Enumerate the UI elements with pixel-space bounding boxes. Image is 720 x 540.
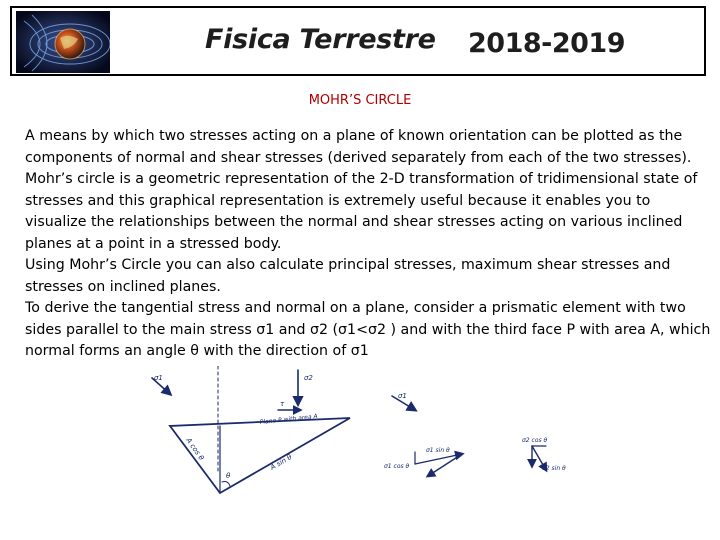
label-asin: A sin θ xyxy=(269,453,294,472)
label-plane: Plane P with area A xyxy=(259,412,318,426)
paragraph-definition: A means by which two stresses acting on a plane of known orientation can be plotted as the components of normal and shear stresses (derived separately from each of the two stresses). Mohr’s circle is a geometric representation of the 2-D transformation of tridimensional state of stresses and this graphical representation is extremely useful because it enables you to visualize the relationships between the normal and shear stresses acting on various inclined planes at a point in a stressed body. xyxy=(25,128,698,252)
earth-magnetosphere-image xyxy=(16,11,110,73)
paragraph-uses: Using Mohr’s Circle you can also calculate principal stresses, maximum shear stresses and stresses on inclined planes. xyxy=(25,257,671,295)
section-title: MOHR’S CIRCLE xyxy=(308,93,412,108)
label-sigma1-left: σ1 xyxy=(154,374,163,382)
body-text xyxy=(25,126,711,363)
label-acos: A cos θ xyxy=(184,436,206,462)
label-s1sin: σ1 sin θ xyxy=(426,447,450,454)
label-sigma1-right: σ1 xyxy=(398,392,407,400)
label-tau: τ xyxy=(280,400,285,408)
label-s2cos: σ2 cos θ xyxy=(522,437,548,444)
academic-year: 2018-2019 xyxy=(468,28,625,59)
label-s2sin: σ2 sin θ xyxy=(542,465,566,472)
paragraph-derivation: To derive the tangential stress and normal on a plane, consider a prismatic element with two sides parallel to the main stress σ1 and σ2 (σ1<σ2 ) and with the third face P with area A, which normal forms an angle θ with the direction of σ1 xyxy=(25,300,711,359)
header-banner xyxy=(10,6,706,76)
label-theta: θ xyxy=(226,472,231,480)
stress-element-sketch xyxy=(140,366,580,506)
label-sigma2-top: σ2 xyxy=(304,374,313,382)
course-title: Fisica Terrestre xyxy=(205,24,436,55)
label-s1cos: σ1 cos θ xyxy=(384,463,410,470)
